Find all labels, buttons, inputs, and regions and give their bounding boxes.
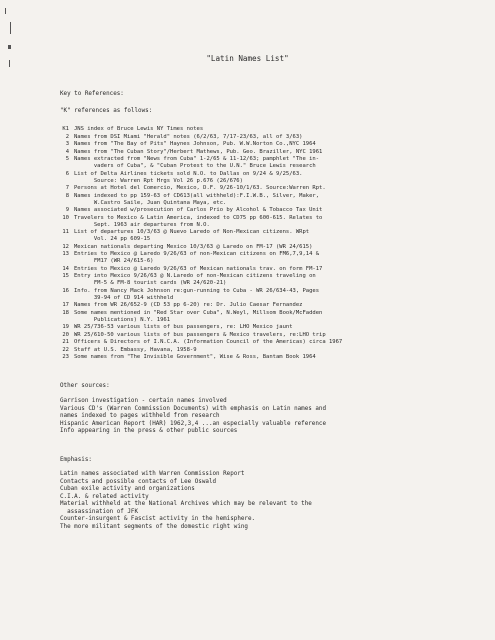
reference-number: K1 — [62, 126, 69, 132]
reference-number: 16 — [62, 287, 69, 294]
other-source-line: Hispanic American Report (HAR) 1962,3,4 ...an especially valuable reference — [60, 420, 326, 427]
reference-number: 19 — [62, 324, 69, 330]
reference-text: Names from "The Bay of Pits" Haynes Johnson, Pub. W.W.Norton Co.,NYC 1964 — [74, 141, 316, 147]
margin-mark — [10, 22, 11, 34]
other-source-line: names indexed to pages withheld from research — [60, 413, 220, 419]
emphasis-line: The more militant segments of the domestic right wing — [60, 523, 248, 530]
reference-text: Names from WR 26/652-9 (CD 53 pp 6-20) re: Dr. Julio Caesar Fernandez — [74, 302, 303, 308]
reference-text: Names from "The Cuban Story"/Herbert Mathews, Pub. Geo. Braziller, NYC 1961 — [74, 148, 323, 155]
reference-text: Staff at U.S. Embassy, Havana, 1958-9 — [74, 346, 197, 353]
reference-number: 23 — [62, 354, 69, 360]
reference-text: Entries to Mexico @ Laredo 9/26/63 of non-Mexican citizens on FM6,7,9,14 & FM17 (WR 24/615-6) — [74, 251, 320, 264]
reference-text: Entries to Mexico @ Laredo 9/26/63 of Mexican nationals trav. on form FM-17 — [74, 265, 323, 272]
reference-number: 5 — [65, 156, 69, 162]
reference-number: 13 — [62, 251, 69, 257]
margin-mark — [5, 8, 6, 14]
reference-number: 2 — [65, 133, 69, 140]
reference-number: 22 — [62, 346, 69, 353]
emphasis-line: Counter-insurgent & Fascist activity in the hemisphere. — [60, 516, 256, 522]
emphasis-line: assassination of JFK — [60, 508, 139, 515]
margin-mark — [8, 45, 11, 49]
key-heading: Key to References: — [60, 91, 124, 97]
reference-number: 9 — [65, 207, 69, 213]
reference-text: Entry into Mexico 9/26/63 @ N.Laredo of non-Mexican citizens traveling on FM-5 & FM-8 tourist cards (WR 24/620-21) — [74, 273, 316, 286]
reference-text: WR 25/736-53 various lists of bus passengers, re: LHO Mexico jaunt — [74, 324, 293, 330]
k-references-heading: "K" references as follows: — [60, 108, 153, 114]
reference-number: 15 — [62, 273, 69, 279]
reference-number: 11 — [62, 229, 69, 235]
reference-text: Travelers to Mexico & Latin America, indexed to CD75 pp 600-615. Relates to Sept. 1963 air departures from N.O. — [74, 214, 323, 228]
reference-text: Info. from Nancy Mack Johnson re:gun-running to Cuba - WR 26/634-43, Pages 39-94 of CD 914 withheld — [74, 287, 320, 301]
reference-text: Some names mentioned in "Red Star over Cuba", N.Weyl, Millsom Book/McFadden Publications) N.Y. 1961 — [74, 309, 323, 323]
emphasis-line: C.I.A. & related activity — [60, 493, 149, 500]
reference-text: List of Delta Airlines tickets sold N.O. to Dallas on 9/24 & 9/25/63. Source: Warren Rpt Hrgs Vol 26 p.676 (26/676) — [74, 170, 303, 184]
reference-number: 7 — [65, 185, 69, 191]
reference-text: Officers & Directors of I.N.C.A. (Information Council of the Americas) circa 1967 — [74, 339, 343, 345]
reference-text: WR 25/610-50 various lists of bus passengers & Mexico travelers, re:LHO trip — [74, 331, 326, 338]
emphasis-line: Material withheld at the National Archives which may be relevant to the — [60, 501, 312, 507]
reference-number: 10 — [62, 214, 69, 221]
document-title: "Latin Names List" — [206, 54, 289, 63]
reference-text: List of departures 10/3/63 @ Nuevo Laredo of Non-Mexican citizens. WRpt Vol. 24 pp 609-15 — [74, 229, 310, 242]
reference-number: 18 — [62, 309, 69, 316]
reference-text: Names associated w/prosecution of Carlos Prio by Alcohol & Tobacco Tax Unit — [74, 207, 323, 213]
other-source-line: Various CD's (Warren Commission Documents) with emphasis on Latin names and — [60, 405, 326, 412]
other-source-line: Garrison investigation - certain names involved — [60, 398, 227, 404]
reference-text: Some names from "The Invisible Government", Wise & Ross, Bantam Book 1964 — [74, 354, 316, 360]
reference-text: Names indexed to pp 159-63 of CD613(all withheld):F.I.W.B., Silver, Maker, W.Castro Saile, Juan Quintana Maya, etc. — [74, 192, 320, 206]
reference-number: 3 — [65, 141, 69, 147]
reference-text: Mexican nationals departing Mexico 10/3/63 @ Laredo on FM-17 (WR 24/615) — [74, 243, 313, 250]
reference-number: 8 — [65, 192, 69, 199]
reference-number: 14 — [62, 265, 69, 272]
other-sources-heading: Other sources: — [60, 383, 110, 389]
reference-number: 17 — [62, 302, 69, 308]
reference-text: JNS index of Bruce Lewis NY Times notes — [74, 126, 204, 132]
other-source-line: Info appearing in the press & other public sources — [60, 428, 238, 434]
emphasis-line: Contacts and possible contacts of Lee Oswald — [60, 478, 217, 485]
emphasis-heading: Emphasis: — [60, 457, 92, 463]
emphasis-line: Cuban exile activity and organizations — [60, 486, 195, 492]
reference-number: 6 — [65, 170, 69, 177]
reference-text: Names from DSI Miami "Herald" notes (6/2/63, 7/17-23/63, all of 3/63) — [74, 133, 303, 140]
emphasis-line: Latin names associated with Warren Commission Report — [60, 471, 245, 477]
reference-number: 12 — [62, 243, 69, 250]
reference-number: 4 — [65, 148, 69, 155]
reference-number: 20 — [62, 331, 69, 338]
reference-number: 21 — [62, 339, 69, 345]
reference-text: Persons at Hotel del Comercio, Mexico, D.F. 9/26-10/1/63. Source:Warren Rpt. — [74, 185, 326, 191]
reference-text: Names extracted from "News from Cuba" 1-2/65 & 11-12/63; pamphlet "The in- vaders of Cuba", & "Cuban Protest to the U.N." Bruce Lewis research — [74, 156, 320, 169]
